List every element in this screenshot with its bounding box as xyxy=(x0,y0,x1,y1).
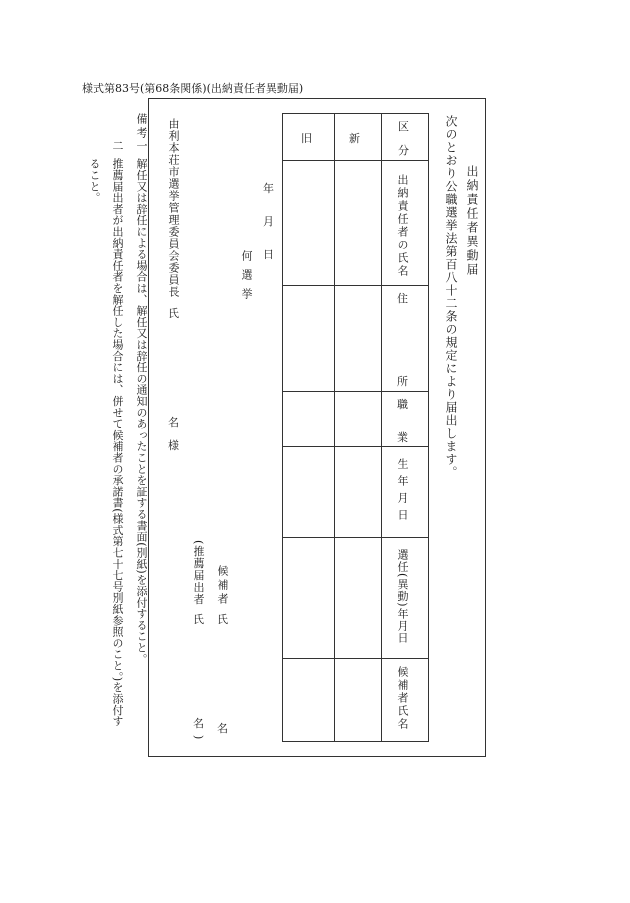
label-appointment-date: 選任(異動)年月日 xyxy=(396,549,409,644)
note-1-text: 解任又は辞任による場合は、解任又は辞任の通知のあったことを証する書面(別紙)を添付すること。 xyxy=(135,158,148,665)
row-header-old: 旧 xyxy=(301,132,313,145)
proposer-mei: 名 xyxy=(193,717,205,730)
label-job-1: 職 xyxy=(397,398,409,411)
label-address-2: 所 xyxy=(397,375,409,388)
addressee-mei: 名 xyxy=(168,416,180,429)
old-address-cell[interactable] xyxy=(283,286,334,391)
new-birthdate-cell[interactable] xyxy=(335,447,381,537)
note-2-number: 二 xyxy=(111,140,124,152)
new-appointment-cell[interactable] xyxy=(335,538,381,658)
header-bun: 分 xyxy=(398,144,410,157)
date-year: 年 xyxy=(263,182,275,195)
old-birthdate-cell[interactable] xyxy=(283,447,334,537)
label-candidate-name: 候補者氏名 xyxy=(396,666,409,731)
old-job-cell[interactable] xyxy=(283,392,334,446)
intro-text: 次のとおり公職選挙法第百八十二条の規定により届出します。 xyxy=(444,115,458,479)
candidate-mei: 名 xyxy=(217,722,229,735)
notes-label: 備考 xyxy=(135,113,148,141)
table-col-divider xyxy=(381,113,382,742)
new-address-cell[interactable] xyxy=(335,286,381,391)
old-candidate-cell[interactable] xyxy=(283,659,334,741)
table-border-top xyxy=(282,113,429,114)
new-job-cell[interactable] xyxy=(335,392,381,446)
note-2-text-cont: ること。 xyxy=(88,158,101,204)
addressee-org: 由利本荘市選挙管理委員会委員長 xyxy=(167,118,180,298)
doc-title: 出納責任者異動届 xyxy=(465,165,479,277)
election-name: 何選挙 xyxy=(240,250,253,307)
proposer-close: ) xyxy=(192,735,205,741)
label-job-2: 業 xyxy=(397,431,409,444)
date-day: 日 xyxy=(263,248,275,261)
label-name: 出納責任者の氏名 xyxy=(396,174,409,278)
note-1-number: 一 xyxy=(135,140,148,152)
candidate-shi: 氏 xyxy=(217,613,229,626)
old-appointment-cell[interactable] xyxy=(283,538,334,658)
header-kubun: 区 xyxy=(398,120,410,133)
old-name-cell[interactable] xyxy=(283,161,334,285)
date-month: 月 xyxy=(263,215,275,228)
note-2-text: 推薦届出者が出納責任者を解任した場合には、併せて候補者の承諾書(様式第七十七号別紙参照のこと。)を添付す xyxy=(111,158,124,727)
table-border-right xyxy=(428,113,429,742)
proposer-shi: 氏 xyxy=(193,613,205,626)
table-border-bottom xyxy=(282,741,429,742)
label-address-1: 住 xyxy=(397,292,409,305)
addressee-sama: 様 xyxy=(168,439,180,452)
addressee-shi: 氏 xyxy=(168,307,180,320)
proposer-label: (推薦届出者 xyxy=(192,540,205,606)
row-header-new: 新 xyxy=(349,132,361,145)
new-candidate-cell[interactable] xyxy=(335,659,381,741)
form-label: 様式第83号(第68条関係)(出納責任者異動届) xyxy=(82,82,304,95)
new-name-cell[interactable] xyxy=(335,161,381,285)
label-birthdate: 生年月日 xyxy=(396,458,409,526)
candidate-label: 候補者 xyxy=(216,565,229,607)
